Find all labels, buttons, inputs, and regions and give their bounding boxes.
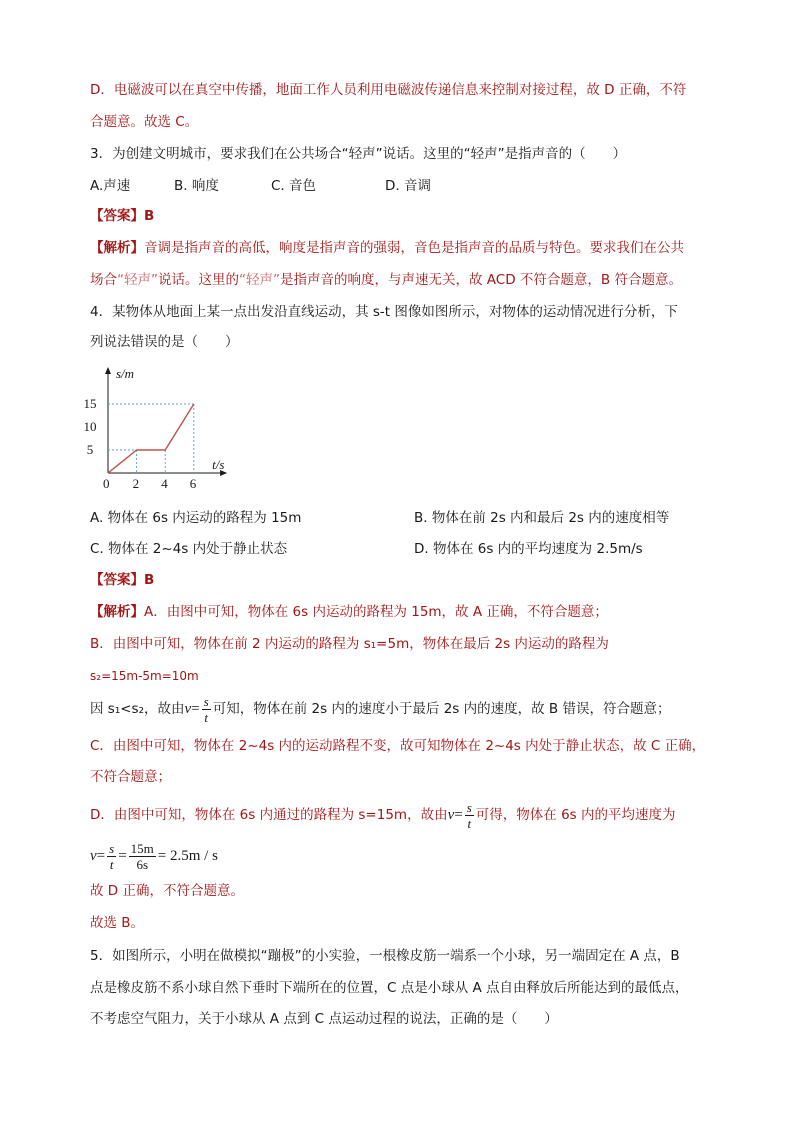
x-tick-label: 0 <box>103 476 110 491</box>
question-5-stem-3: 不考虑空气阻力，关于小球从 A 点到 C 点运动过程的说法，正确的是（ ） <box>90 1011 558 1027</box>
analysis-4-a-text: A．由图中可知，物体在 6s 内运动的路程为 15m，故 A 正确，不符合题意； <box>144 604 608 620</box>
option-4b: B. 物体在前 2s 内和最后 2s 内的速度相等 <box>414 510 670 526</box>
analysis-4-b-3 <box>90 691 670 727</box>
quote: “轻声” <box>239 272 280 288</box>
analysis-3-line-2 <box>90 270 682 290</box>
text: 说话。这里的 <box>158 272 239 288</box>
analysis-tag: 【解析】 <box>90 240 144 256</box>
fraction-s-over-t <box>107 841 116 872</box>
text: 可得，物体在 6s 内的平均速度为 <box>475 807 676 823</box>
fraction-s-over-t <box>465 800 474 831</box>
fraction-s-over-t <box>202 694 211 725</box>
option-3d: D. 音调 <box>385 178 431 194</box>
option-3c: C. 音色 <box>271 178 317 194</box>
analysis-4-b-1: B．由图中可知，物体在前 2 内运动的路程为 s₁=5m，物体在最后 2s 内运动的路程为 <box>90 636 609 652</box>
answer-3: 【答案】B <box>90 208 155 224</box>
equals: = <box>96 848 106 864</box>
y-tick-label: 15 <box>83 396 97 411</box>
option-4d: D. 物体在 6s 内的平均速度为 2.5m/s <box>414 541 643 557</box>
analysis-3-line-1 <box>90 238 684 258</box>
x-axis-label: t/s <box>212 457 225 472</box>
numerator: 15m <box>130 840 154 856</box>
y-tick-label: 5 <box>86 442 94 457</box>
denominator: t <box>109 856 114 872</box>
series-line <box>108 404 194 473</box>
analysis-4-c-2: 不符合题意； <box>90 769 171 785</box>
equals: = <box>454 807 463 823</box>
var-v: v <box>184 701 192 717</box>
question-5-stem-1: 5．如图所示，小明在做模拟“蹦极”的小实验，一根橡皮筋一端系一个小球，另一端固定在 A 点，B <box>90 948 680 964</box>
analysis-tag: 【解析】 <box>90 604 144 620</box>
denominator: 6s <box>136 856 149 872</box>
numerator: s <box>109 840 115 856</box>
option-4a: A. 物体在 6s 内运动的路程为 15m <box>90 510 302 526</box>
fraction-15m-over-6s <box>129 841 156 872</box>
equals: = <box>191 701 200 717</box>
formula-average-speed <box>90 836 218 876</box>
option-3a: A.声速 <box>90 178 131 194</box>
text: 可知，物体在前 2s 内的速度小于最后 2s 内的速度，故 B 错误，符合题意； <box>212 701 671 717</box>
question-4-stem-2: 列说法错误的是（ ） <box>90 334 239 350</box>
text: 是指声音的响度，与声速无关，故 ACD 不符合题意，B 符合题意。 <box>280 272 682 288</box>
analysis-4-end: 故选 B。 <box>90 915 145 931</box>
y-tick-label: 10 <box>83 419 97 434</box>
text: D．由图中可知，物体在 6s 内通过的路程为 s=15m，故由 <box>90 807 448 823</box>
analysis-4-c-1: C．由图中可知，物体在 2~4s 内的运动路程不变，故可知物体在 2~4s 内处于静止状态，故 C 正确， <box>90 738 706 754</box>
denominator: t <box>467 815 472 831</box>
analysis-3-text: 音调是指声音的高低，响度是指声音的强弱，音色是指声音的品质与特色。要求我们在公共 <box>144 240 684 256</box>
explanation-d-line: D．电磁波可以在真空中传播，地面工作人员利用电磁波传递信息来控制对接过程，故 D 正确，不符 <box>90 82 687 98</box>
x-tick-label: 6 <box>189 476 197 491</box>
x-tick-label: 4 <box>161 476 168 491</box>
quote: “轻声” <box>117 272 158 288</box>
numerator: s <box>466 799 472 815</box>
analysis-4-b-2: s₂=15m-5m=10m <box>90 669 199 683</box>
option-4c: C. 物体在 2~4s 内处于静止状态 <box>90 541 288 557</box>
result: = 2.5m / s <box>157 848 218 864</box>
question-4-stem-1: 4．某物体从地面上某一点出发沿直线运动，其 s-t 图像如图所示，对物体的运动情况进行分析，下 <box>90 304 678 320</box>
x-tick-label: 2 <box>132 476 140 491</box>
question-5-stem-2: 点是橡皮筋不系小球自然下垂时下端所在的位置，C 点是小球从 A 点自由释放后所能达到的最低点， <box>90 980 689 996</box>
equals: = <box>118 848 127 864</box>
answer-4: 【答案】B <box>90 572 155 588</box>
y-axis-label: s/m <box>116 366 135 381</box>
numerator: s <box>203 693 209 709</box>
question-3-stem: 3．为创建文明城市，要求我们在公共场合“轻声”说话。这里的“轻声”是指声音的（ ） <box>90 146 627 162</box>
text: 因 s₁<s₂，故由 <box>90 701 185 717</box>
denominator: t <box>204 709 208 725</box>
option-3b: B. 响度 <box>174 178 219 194</box>
s-t-graph <box>83 360 258 500</box>
analysis-4-a <box>90 602 608 622</box>
var-v: v <box>447 807 455 823</box>
analysis-4-d-1 <box>90 797 676 833</box>
var-v: v <box>90 848 97 864</box>
explanation-conclusion: 合题意。故选 C。 <box>90 114 199 130</box>
analysis-4-d-3: 故 D 正确，不符合题意。 <box>90 883 244 899</box>
text: 场合 <box>90 272 117 288</box>
